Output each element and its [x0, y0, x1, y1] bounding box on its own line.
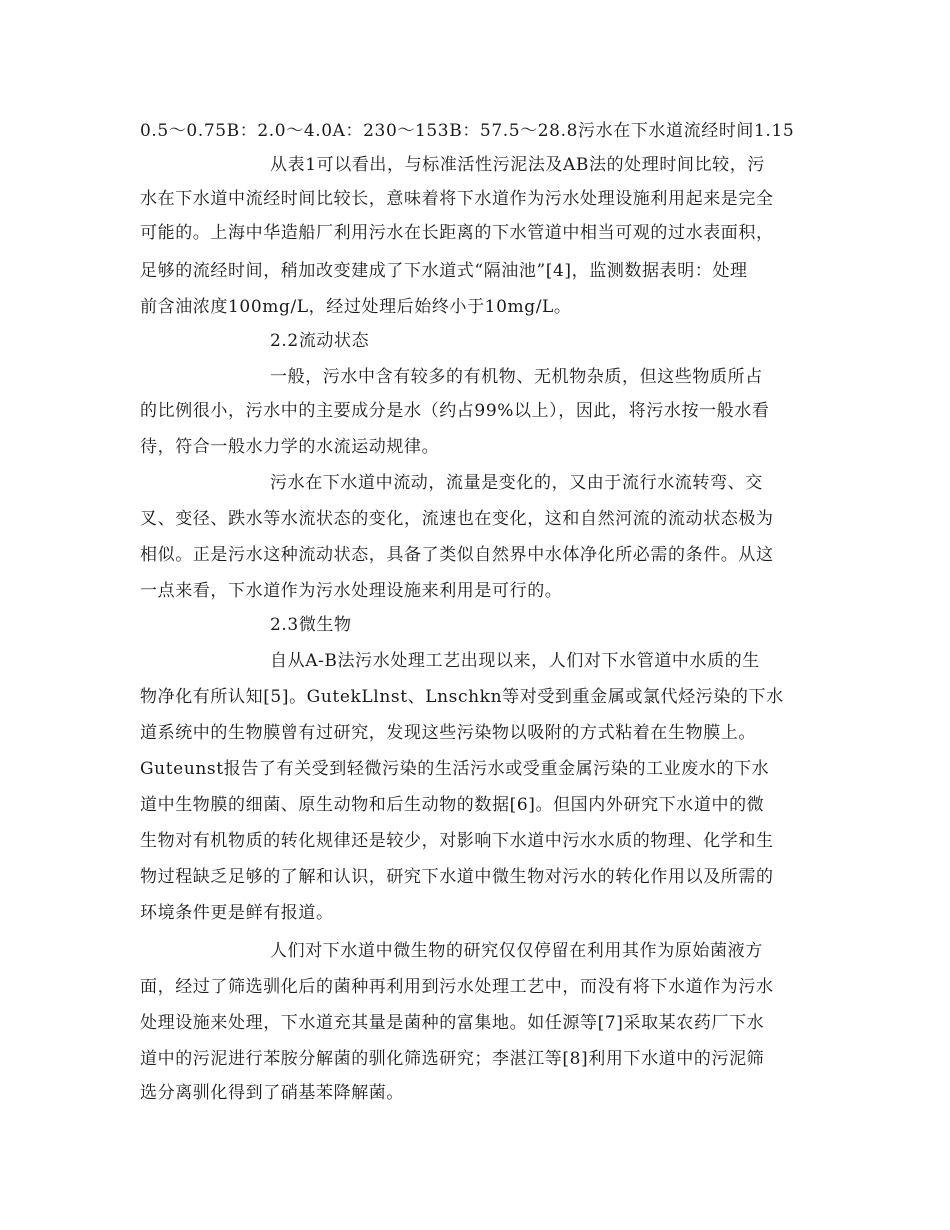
text-line: 可能的。上海中华造船厂利用污水在长距离的下水管道中相当可观的过水表面积，	[140, 223, 774, 243]
text-line: 环境条件更是鲜有报道。	[140, 903, 334, 923]
text-line: 0.5～0.75B：2.0～4.0A：230～153B：57.5～28.8污水在下水道流经时间1.15	[140, 121, 795, 141]
paragraph-first-line: 从表1可以看出，与标准活性污泥法及AB法的处理时间比较，污	[270, 155, 765, 175]
text-line: 待，符合一般水力学的水流运动规律。	[140, 437, 440, 457]
paragraph-first-line: 一般，污水中含有较多的有机物、无机物杂质，但这些物质所占	[270, 367, 763, 387]
text-line: Guteunst报告了有关受到轻微污染的生活污水或受重金属污染的工业废水的下水	[140, 759, 770, 779]
text-line: 物净化有所认知[5]。GutekLlnst、Lnschkn等对受到重金属或氯代烃污染的下水	[140, 687, 784, 707]
paragraph-first-line: 污水在下水道中流动，流量是变化的，又由于流行水流转弯、交	[270, 473, 763, 493]
text-line: 水在下水道中流经时间比较长，意味着将下水道作为污水处理设施利用起来是完全	[140, 189, 774, 209]
text-line: 一点来看，下水道作为污水处理设施来利用是可行的。	[140, 581, 563, 601]
section-heading: 2.3微生物	[270, 615, 352, 635]
text-line: 处理设施来处理，下水道充其量是菌种的富集地。如任源等[7]采取某农药厂下水	[140, 1013, 765, 1033]
text-line: 前含油浓度100mg/L，经过处理后始终小于10mg/L。	[140, 297, 572, 317]
text-line: 选分离驯化得到了硝基苯降解菌。	[140, 1083, 404, 1103]
paragraph-first-line: 人们对下水道中微生物的研究仅仅停留在利用其作为原始菌液方	[270, 941, 763, 961]
text-line: 道中的污泥进行苯胺分解菌的驯化筛选研究；李湛江等[8]利用下水道中的污泥筛	[140, 1049, 765, 1069]
text-line: 物过程缺乏足够的了解和认识，研究下水道中微生物对污水的转化作用以及所需的	[140, 867, 774, 887]
text-line: 相似。正是污水这种流动状态，具备了类似自然界中水体净化所必需的条件。从这	[140, 545, 774, 565]
text-line: 叉、变径、跌水等水流状态的变化，流速也在变化，这和自然河流的流动状态极为	[140, 509, 774, 529]
text-line: 足够的流经时间，稍加改变建成了下水道式“隔油池”[4]，监测数据表明：处理	[140, 261, 748, 281]
text-line: 生物对有机物质的转化规律还是较少，对影响下水道中污水水质的物理、化学和生	[140, 831, 774, 851]
text-line: 的比例很小，污水中的主要成分是水（约占99%以上），因此，将污水按一般水看	[140, 401, 770, 421]
paragraph-first-line: 自从A-B法污水处理工艺出现以来，人们对下水管道中水质的生	[270, 651, 760, 671]
section-heading: 2.2流动状态	[270, 331, 370, 351]
text-line: 面，经过了筛选驯化后的菌种再利用到污水处理工艺中，而没有将下水道作为污水	[140, 977, 774, 997]
text-line: 道中生物膜的细菌、原生动物和后生动物的数据[6]。但国内外研究下水道中的微	[140, 795, 765, 815]
text-line: 道系统中的生物膜曾有过研究，发现这些污染物以吸附的方式粘着在生物膜上。	[140, 723, 756, 743]
